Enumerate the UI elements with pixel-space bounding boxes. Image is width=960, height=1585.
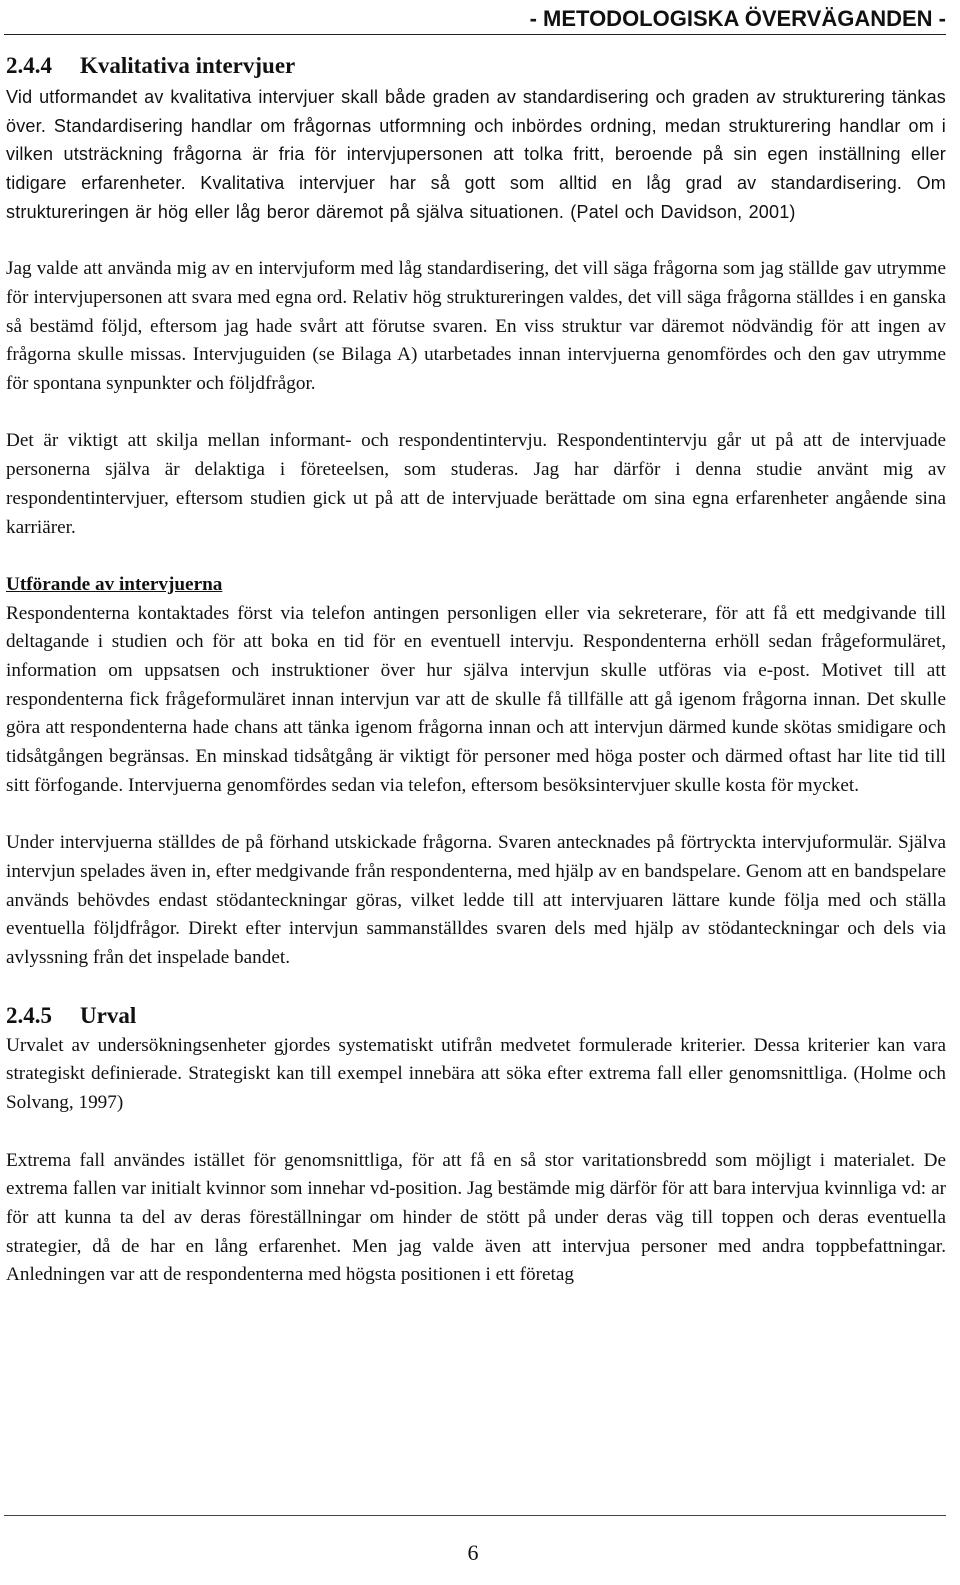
paragraph: Under intervjuerna ställdes de på förhand utskickade frågorna. Svaren antecknades på förtryckta intervjuformulär. Själva intervjun spelades även in, efter medgivande från respondenterna, med hjälp av en bandspelare. Genom att en bandspelare används behövdes endast stödanteckningar göras, vilket ledde till att intervjuaren lättare kunde följa med och ställa eventuella följdfrågor. Direkt efter intervjun sammanställdes svaren dels med hjälp av stödanteckningar och dels via avlyssning från det inspelade bandet. xyxy=(6,832,946,969)
page-number: 6 xyxy=(467,1540,479,1565)
paragraph: Urvalet av undersökningsenheter gjordes systematiskt utifrån medvetet formulerade kriterier. Dessa kriterier kan vara strategiskt definierade. Strategiskt kan till exempel innebära att söka efter extrema fall eller genomsnittliga. (Holme och Solvang, 1997) xyxy=(6,1034,946,1114)
page-content xyxy=(6,42,946,1290)
subsection-heading: Utförande av intervjuerna xyxy=(6,573,223,595)
sans-text-block xyxy=(6,83,946,227)
running-header: - METODOLOGISKA ÖVERVÄGANDEN - xyxy=(529,6,946,31)
section-number: 2.4.4 xyxy=(6,53,52,78)
paragraph: Vid utformandet av kvalitativa intervjuer skall både graden av standardisering och graden av strukturering tänkas över. Standardisering handlar om frågornas utformning och inbördes ordning, medan strukturering handlar om i vilken utsträckning frågorna är fria för intervjupersonen att tolka fritt, beroende på sin egen inställning eller tidigare erfarenheter. Kvalitativa intervjuer har så gott som alltid en låg grad av standardisering. Om struktureringen är hög eller låg beror däremot på själva situationen. (Patel och Davidson, 2001) xyxy=(6,87,946,222)
paragraph: Respondenterna kontaktades först via telefon antingen personligen eller via sekreterare, för att få ett medgivande till deltagande i studien och för att boka en tid för en eventuell intervju. Respondenterna erhöll sedan frågeformuläret, information om uppsatsen och instruktioner över hur själva intervjun skulle utföras via e-post. Motivet till att respondenterna fick frågeformuläret innan intervjun var att de skulle få tillfälle att gå igenom frågorna innan. Det skulle göra att respondenterna hade chans att tänka igenom frågorna innan och att intervjun därmed kunde skötas smidigare och tidsåtgången begränsas. En minskad tidsåtgång är viktigt för personer med höga poster och därmed oftast har lite tid till sitt förfogande. Intervjuerna genomfördes sedan via telefon, eftersom besöksintervjuer skulle kosta för mycket. xyxy=(6,602,946,796)
section-heading-2-4-4 xyxy=(6,51,946,80)
paragraph: Extrema fall användes istället för genomsnittliga, för att få en så stor varitationsbredd som möjligt i materialet. De extrema fallen var initialt kvinnor som innehar vd-position. Jag bestämde mig därför för att bara intervjua kvinnliga vd: ar för att kunna ta del av deras föreställningar om hinder de stött på under deras väg till toppen och deras eventuella strategier, då de har en lång erfarenhet. Men jag valde även att intervjua personer med andra toppbefattningar. Anledningen var att de respondenterna med högsta positionen i ett företag xyxy=(6,1149,946,1286)
section-title: Kvalitativa intervjuer xyxy=(80,53,296,78)
header-rule xyxy=(4,34,946,35)
paragraph: Det är viktigt att skilja mellan informant- och respondentintervju. Respondentintervju går ut på att de intervjuade personerna själva är delaktiga i företeelsen, som studeras. Jag har därför i denna studie använt mig av respondentintervjuer, eftersom studien gick ut på att de intervjuade berättade om sina egna erfarenheter angående sina karriärer. xyxy=(6,430,946,538)
footer-rule xyxy=(4,1515,946,1516)
section-title: Urval xyxy=(80,1002,137,1028)
section-number: 2.4.5 xyxy=(6,1002,52,1028)
paragraph: Jag valde att använda mig av en intervjuform med låg standardisering, det vill säga frågorna som jag ställde gav utrymme för intervjupersonen att svara med egna ord. Relativ hög struktureringen valdes, det vill säga frågorna ställdes i en ganska så bestämd följd, eftersom jag hade svårt att förutse svaren. En viss struktur var däremot nödvändig för att ingen av frågorna skulle missas. Intervjuguiden (se Bilaga A) utarbetades innan intervjuerna genomfördes och den gav utrymme för spontana synpunkter och följdfrågor. xyxy=(6,258,946,395)
section-heading-2-4-5 xyxy=(6,1001,946,1030)
